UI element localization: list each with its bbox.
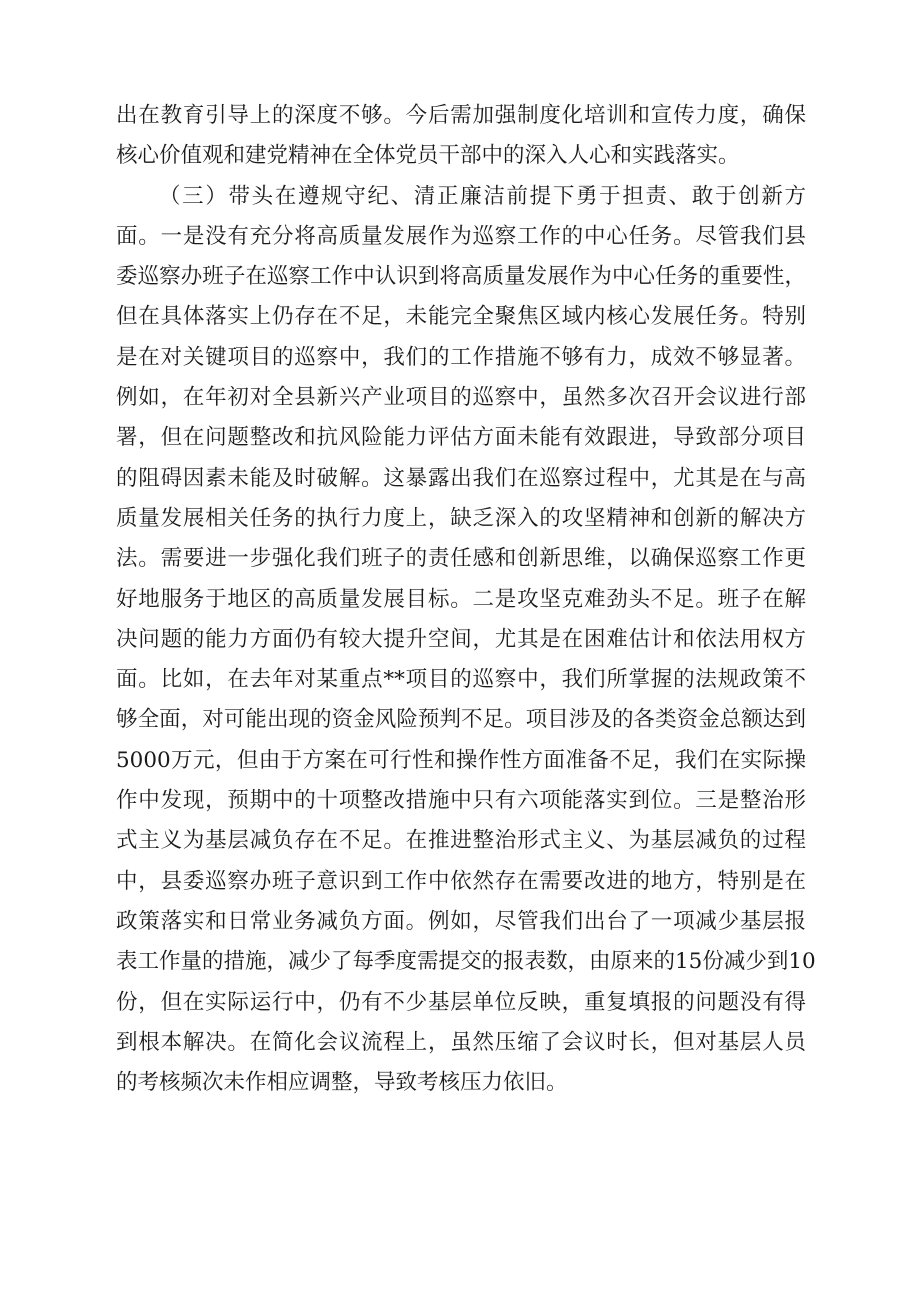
text-line: 核心价值观和建党精神在全体党员干部中的深入人心和实践落实。 [116,143,740,169]
text-line: 是在对关键项目的巡察中，我们的工作措施不够有力，成效不够显著。 [116,344,806,370]
text-line: 署，但在问题整改和抗风险能力评估方面未能有效跟进，导致部分项目 [116,425,806,451]
text-line: 但在具体落实上仍存在不足，未能完全聚焦区域内核心发展任务。特别 [116,304,806,330]
text-line: 份，但在实际运行中，仍有不少基层单位反映，重复填报的问题没有得 [116,989,806,1015]
body-text [116,96,816,1103]
text-line: 政策落实和日常业务减负方面。例如，尽管我们出台了一项减少基层报 [116,908,806,934]
text-line: 法。需要进一步强化我们班子的责任感和创新思维，以确保巡察工作更 [116,546,806,572]
text-line: 面。一是没有充分将高质量发展作为巡察工作的中心任务。尽管我们县 [116,223,806,249]
text-line: 委巡察办班子在巡察工作中认识到将高质量发展作为中心任务的重要性， [116,264,806,290]
text-line: 出在教育引导上的深度不够。今后需加强制度化培训和宣传力度，确保 [116,103,806,128]
text-line: 的考核频次未作相应调整，导致考核压力依旧。 [116,1070,568,1096]
text-line: 例如，在年初对全县新兴产业项目的巡察中，虽然多次召开会议进行部 [116,385,806,411]
section-heading-line: （三）带头在遵规守纪、清正廉洁前提下勇于担责、敢于创新方 [159,183,806,209]
text-line: 质量发展相关任务的执行力度上，缺乏深入的攻坚精神和创新的解决方 [116,505,806,531]
text-line: 作中发现，预期中的十项整改措施中只有六项能落实到位。三是整治形 [116,788,806,814]
text-line: 面。比如，在去年对某重点**项目的巡察中，我们所掌握的法规政策不 [116,667,806,693]
text-line: 够全面，对可能出现的资金风险预判不足。项目涉及的各类资金总额达到 [116,707,806,733]
text-line: 决问题的能力方面仍有较大提升空间，尤其是在困难估计和依法用权方 [116,626,806,652]
text-line: 表工作量的措施，减少了每季度需提交的报表数，由原来的15份减少到10 [116,949,816,975]
text-line: 好地服务于地区的高质量发展目标。二是攻坚克难劲头不足。班子在解 [116,586,806,612]
text-line: 5000万元，但由于方案在可行性和操作性方面准备不足，我们在实际操 [116,747,806,773]
text-line: 式主义为基层减负存在不足。在推进整治形式主义、为基层减负的过程 [116,828,806,854]
text-line: 的阻碍因素未能及时破解。这暴露出我们在巡察过程中，尤其是在与高 [116,465,806,491]
text-line: 到根本解决。在简化会议流程上，虽然压缩了会议时长，但对基层人员 [116,1029,806,1055]
text-line: 中，县委巡察办班子意识到工作中依然存在需要改进的地方，特别是在 [116,868,806,894]
